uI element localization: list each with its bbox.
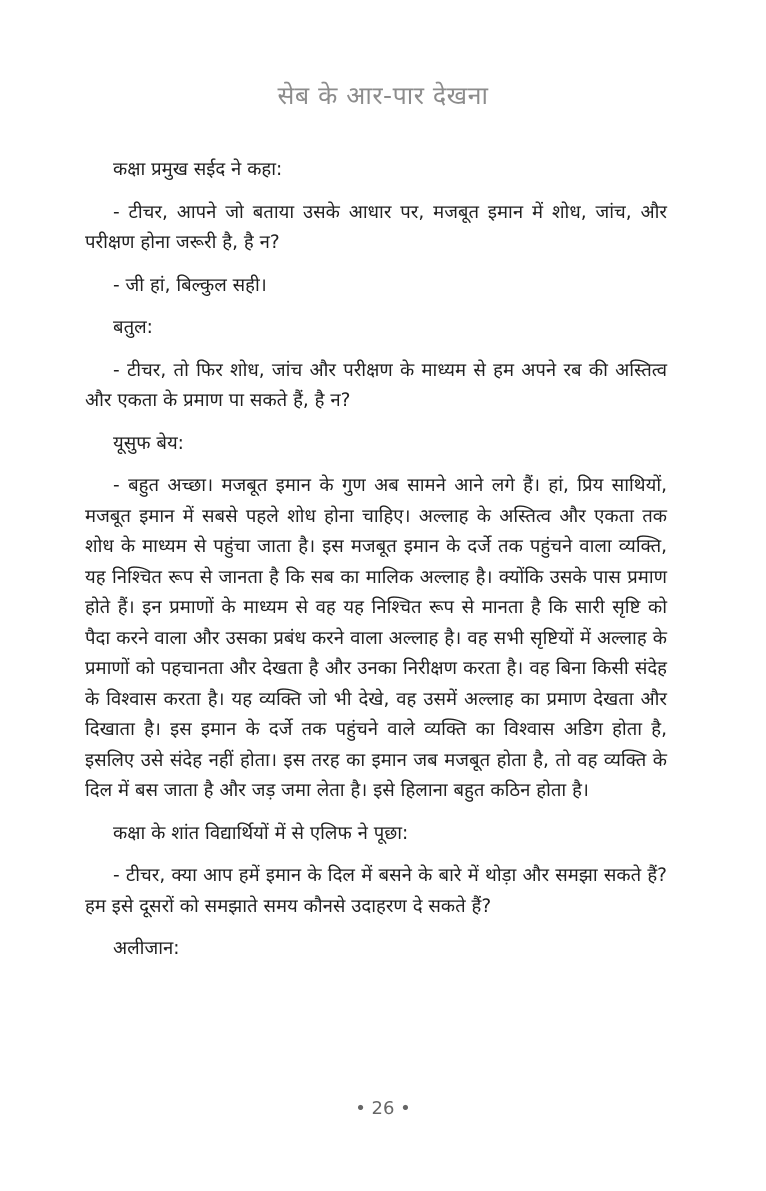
- paragraph: - टीचर, क्या आप हमें इमान के दिल में बसने के बारे में थोड़ा और समझा सकते हैं? हम इसे दूसरों को समझाते समय कौनसे उदाहरण दे सकते हैं?: [85, 865, 667, 917]
- body-text: [85, 155, 667, 977]
- paragraph: कक्षा प्रमुख सईद ने कहा:: [113, 159, 283, 180]
- paragraph: अलीजान:: [113, 938, 180, 959]
- paragraph: कक्षा के शांत विद्यार्थियों में से एलिफ ने पूछा:: [113, 822, 409, 844]
- paragraph: बतुल:: [113, 317, 153, 338]
- chapter-title: सेब के आर-पार देखना: [277, 81, 489, 110]
- paragraph: - टीचर, तो फिर शोध, जांच और परीक्षण के माध्यम से हम अपने रब की अस्तित्व और एकता के प्रमाण पा सकते हैं, है न?: [85, 359, 667, 411]
- paragraph: - जी हां, बिल्कुल सही।: [113, 274, 267, 296]
- paragraph: यूसुफ बेय:: [113, 432, 184, 454]
- paragraph: - बहुत अच्छा। मजबूत इमान के गुण अब सामने आने लगे हैं। हां, प्रिय साथियों, मजबूत इमान में सबसे पहले शोध होना चाहिए। अल्लाह के अस्तित्व और एकता तक शोध के माध्यम से पहुंचा जाता है। इस मजबूत इमान के दर्जे तक पहुंचने वाला व्यक्ति, यह निश्चित रूप से जानता है कि सब का मालिक अल्लाह है। क्योंकि उसके पास प्रमाण होते हैं। इन प्रमाणों के माध्यम से वह यह निश्चित रूप से मानता है कि सारी सृष्टि को पैदा करने वाला और उसका प्रबंध करने वाला अल्लाह है। वह सभी सृष्टियों में अल्लाह के प्रमाणों को पहचानता और देखता है और उनका निरीक्षण करता है। वह बिना किसी संदेह के विश्वास करता है। यह व्यक्ति जो भी देखे, वह उसमें अल्लाह का प्रमाण देखता और दिखाता है। इस इमान के दर्जे तक पहुंचने वाले व्यक्ति का विश्वास अडिग होता है, इसलिए उसे संदेह नहीं होता। इस तरह का इमान जब मजबूत होता है, तो वह व्यक्ति के दिल में बस जाता है और जड़ जमा लेता है। इसे हिलाना बहुत कठिन होता है।: [85, 475, 667, 801]
- page-number: • 26 •: [355, 1098, 411, 1119]
- paragraph: - टीचर, आपने जो बताया उसके आधार पर, मजबूत इमान में शोध, जांच, और परीक्षण होना जरूरी है, है न?: [85, 201, 667, 253]
